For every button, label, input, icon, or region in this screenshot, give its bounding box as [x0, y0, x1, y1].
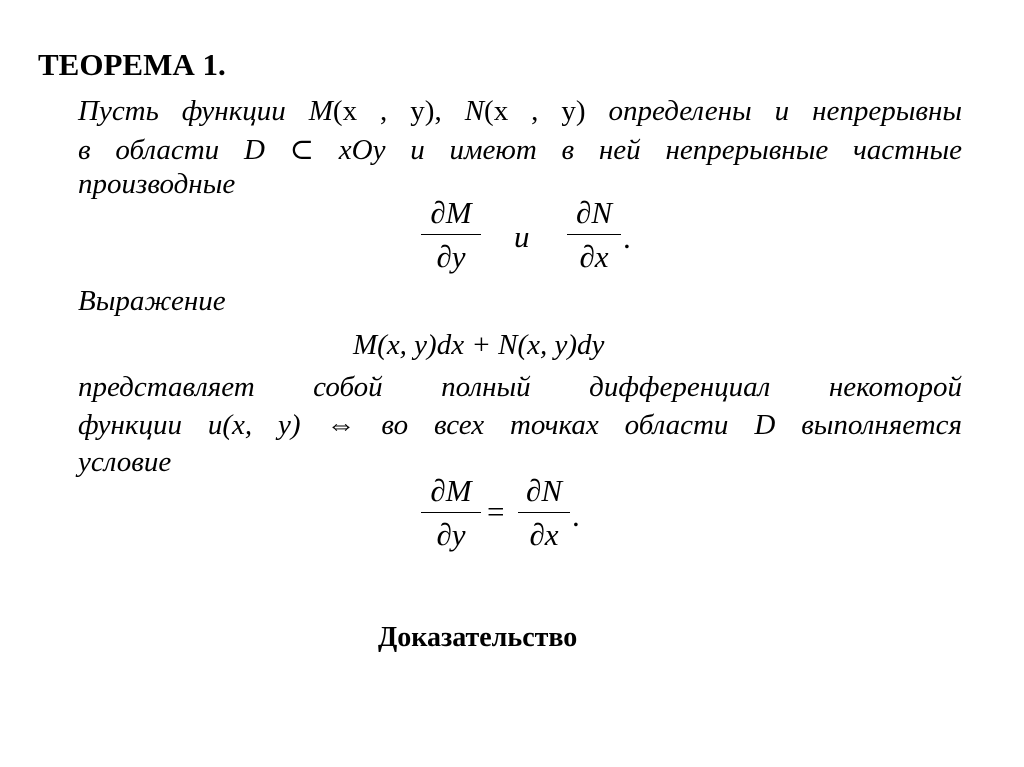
denominator-dy: ∂y	[436, 239, 466, 274]
text-holds: выполняется	[801, 409, 962, 441]
numerator-dm: ∂M	[430, 473, 472, 508]
numerator-dn: ∂N	[576, 195, 612, 230]
fraction-dm-dy	[421, 474, 481, 552]
text-let-functions: Пусть функции	[78, 95, 286, 127]
region-d: D	[754, 409, 776, 441]
paragraph-1-line-2	[78, 132, 962, 167]
fraction-bar	[567, 234, 621, 235]
theorem-title: ТЕОРЕМА 1.	[38, 47, 226, 82]
function-n: N(x , y)	[464, 95, 586, 127]
text-have-partials: и имеют в ней непрерывные частные	[410, 134, 963, 166]
fraction-dm-dy	[421, 196, 481, 274]
proof-heading: Доказательство	[378, 622, 578, 653]
paragraph-expression-word: Выражение	[78, 285, 226, 317]
subset-symbol: ⊂	[289, 134, 314, 166]
function-u: u(x, y)	[207, 409, 301, 441]
function-m: M(x , y),	[308, 95, 442, 127]
fraction-bar	[421, 234, 481, 235]
period: .	[572, 498, 580, 533]
fraction-bar	[518, 512, 570, 513]
text-function: функции	[78, 409, 182, 441]
paragraph-3-line-2	[78, 409, 962, 442]
period: .	[623, 220, 631, 255]
paragraph-3-line-3: условие	[78, 446, 172, 478]
numerator-dm: ∂M	[430, 195, 472, 230]
denominator-dy: ∂y	[436, 517, 466, 552]
text-all-points: во всех точках области	[381, 409, 729, 441]
fraction-bar	[421, 512, 481, 513]
paragraph-1-line-1	[78, 95, 962, 128]
iff-symbol: ⇔	[326, 409, 356, 441]
denominator-dx: ∂x	[529, 517, 559, 552]
fraction-dn-dx	[567, 196, 621, 274]
conjunction-and: и	[514, 219, 530, 254]
fraction-dn-dx	[518, 474, 570, 552]
region-d: D ⊂ xOy	[243, 134, 386, 166]
paragraph-3-line-1: представляет собой полный дифференциал некоторой	[78, 371, 962, 403]
text-defined-continuous: определены и непрерывны	[608, 95, 962, 127]
differential-expression: M(x, y)dx + N(x, y)dy	[353, 329, 605, 361]
equals-sign: =	[487, 494, 505, 529]
denominator-dx: ∂x	[579, 239, 609, 274]
numerator-dn: ∂N	[526, 473, 562, 508]
text-in-region: в области	[78, 134, 220, 166]
paragraph-1-line-3: производные	[78, 168, 236, 200]
